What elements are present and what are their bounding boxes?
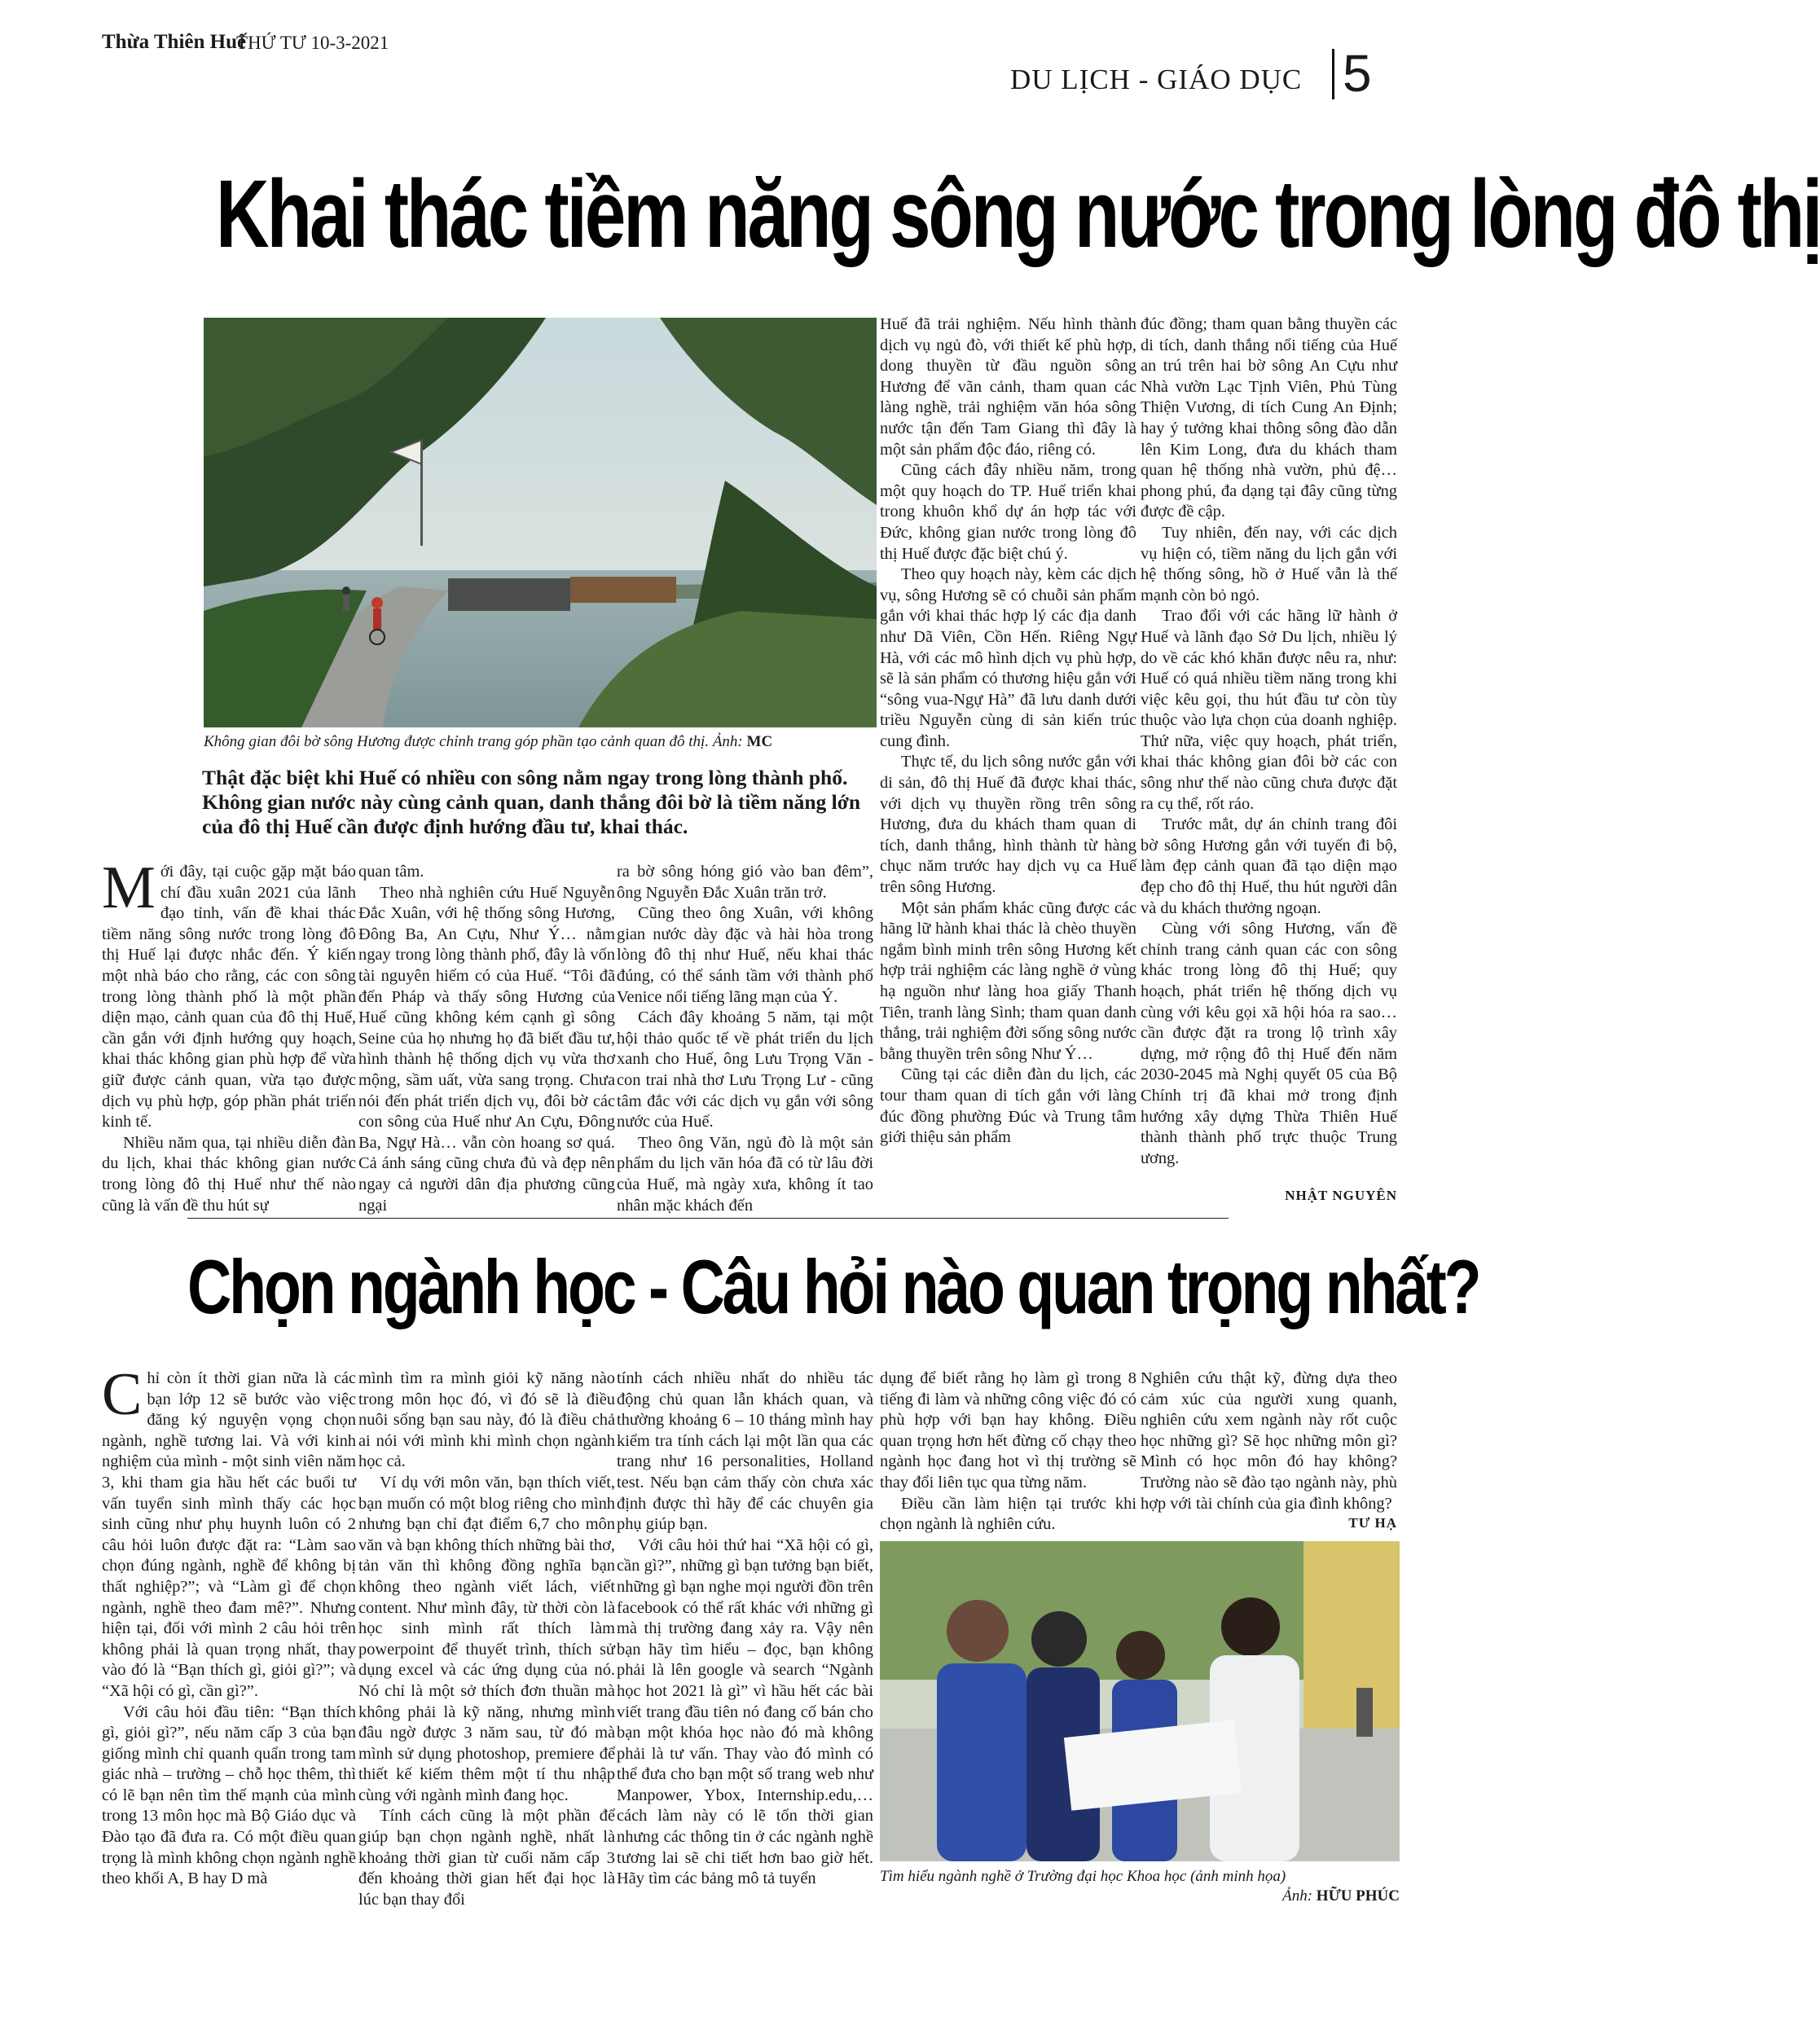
article2-column-1: Chỉ còn ít thời gian nữa là các bạn lớp 12 sẽ bước vào việc đăng ký nguyện vọng chọn ngành, nghề tương lai. Và với kinh nghiệm của mình - một sinh viên năm 3, khi tham gia hầu hết các buổi tư vấn tuyển sinh mình thấy các học sinh cũng như phụ huynh luôn có 2 câu hỏi luôn được đặt ra: “Làm sao chọn đúng ngành, nghề để không bị thất nghiệp?”; và “Làm gì để chọn ngành, nghề theo đam mê?”. Nhưng hiện tại, đối với mình 2 câu hỏi trên không phải là quan trọng nhất, thay vào đó là “Bạn thích gì, giỏi gì?”; và “Xã hội có gì, cần gì?”. Với câu hỏi đầu tiên: “Bạn thích gì, giỏi gì?”, nếu năm cấp 3 của bạn giống mình chỉ quanh quẩn trong tam giác nhà – trường – chỗ học thêm, thì có lẽ bạn nên tìm thế mạnh của mình trong 13 môn học mà Bộ Giáo dục và Đào tạo đã đưa ra. Có một điều quan trọng là mình không chọn ngành nghề theo khối A, B hay D mà	[102, 1361, 356, 1888]
article1-lead: Thật đặc biệt khi Huế có nhiều con sông nằm ngay trong lòng thành phố. Không gian nước này cùng cảnh quan, danh thắng đôi bờ là tiềm năng lớn của đô thị Huế cần được định hướng đầu tư, khai thác.	[202, 766, 861, 838]
article1-photo-caption: Không gian đôi bờ sông Hương được chỉnh trang góp phần tạo cảnh quan đô thị. Ảnh: MC	[204, 733, 773, 750]
article1-column-1: Mới đây, tại cuộc gặp mặt báo chí đầu xuân 2021 của lãnh đạo tỉnh, vấn đề khai thác tiềm năng sông nước trong lòng đô thị Huế lại được nhắc đến. Ý kiến một nhà báo cho rằng, các con sông trong lòng thành phố là một phần diện mạo, cảnh quan của đô thị Huế, cần gắn với định hướng quy hoạch, khai thác không gian phù hợp để vừa giữ được cảnh quan, vừa tạo được dịch vụ phù hợp, góp phần phát triển kinh tế. Nhiều năm qua, tại nhiều diễn đàn du lịch, khai thác không gian nước trong lòng đô thị Huế như thế nào cũng là vấn đề thu hút sự	[102, 855, 356, 1215]
article2-photo	[880, 1541, 1400, 1861]
article-separator	[187, 1218, 1229, 1219]
article2-column-3: tính cách nhiều nhất do nhiều tác động chủ quan lẫn khách quan, và thường khoảng 6 – 10 tháng mình hay kiểm tra tính cách lại một lần qua các trang như 16 personalities, Holland test. Nếu bạn cảm thấy còn chưa xác định được thì hãy để các chuyên gia phụ giúp bạn. Với câu hỏi thứ hai “Xã hội có gì, cần gì?”, những gì bạn tưởng bạn biết, những gì bạn nghe mọi người đồn trên facebook có thể rất khác với những gì mà thị trường đang xảy ra. Vậy nên bạn hãy tìm hiểu – đọc, bạn không phải là lên google và search “Ngành học hot 2021 là gì” vì hầu hết các bài viết trang đầu tiên nó đang cố bán cho bạn một khóa học nào đó mà không phải là tư vấn. Thay vào đó mình có thể đưa cho bạn một số trang web như Manpower, Ybox, Internship.edu,… cách làm này có lẽ tốn thời gian nhưng các thông tin ở các ngành nghề tương lai sẽ chi tiết hơn bao giờ hết. Hãy tìm các bảng mô tả tuyển	[617, 1369, 873, 1888]
article2-photo-caption: Tìm hiểu ngành nghề ở Trường đại học Khoa học (ảnh minh họa)	[880, 1868, 1286, 1885]
article1-byline: NHẬT NGUYÊN	[1285, 1188, 1397, 1203]
newspaper-name: Thừa Thiên Huế	[102, 31, 247, 53]
article2-column-5: Nghiên cứu thật kỹ, đừng dựa theo cảm xúc của người xung quanh, nghiên cứu xem ngành này rốt cuộc học những gì? Sẽ học những môn gì? Mình có học môn đó hay không? Trường nào sẽ đào tạo ngành này, phù hợp với tài chính của gia đình không?	[1141, 1369, 1397, 1513]
article2-photo-credit: Ảnh: HỮU PHÚC	[1282, 1887, 1400, 1905]
students-photo-illustration	[880, 1541, 1400, 1861]
article1-column-3: ra bờ sông hóng gió vào ban đêm”, ông Nguyễn Đắc Xuân trăn trở. Cũng theo ông Xuân, với không gian nước dày đặc và hài hòa trong lòng đô thị như Huế, nếu khai thác đúng, có thể sánh tầm với thành phố Venice nổi tiếng lãng mạn của Ý. Cách đây khoảng 5 năm, tại một hội thảo quốc tế về phát triển du lịch xanh cho Huế, ông Lưu Trọng Văn - con trai nhà thơ Lưu Trọng Lư - cũng tâm đắc với các dịch vụ gắn với sông nước của Huế. Theo ông Văn, ngủ đò là một sản phẩm du lịch văn hóa đã có từ lâu đời của Huế, mà ngày xưa, không ít tao nhân mặc khách đến	[617, 863, 873, 1215]
header-divider	[1332, 49, 1334, 99]
issue-date: THỨ TƯ 10-3-2021	[236, 33, 389, 53]
dropcap: C	[102, 1361, 143, 1428]
article2-headline: Chọn ngành học - Câu hỏi nào quan trọng nhất?	[187, 1244, 1479, 1329]
article1-column-5: đúc đồng; tham quan bằng thuyền các di tích, danh thắng nổi tiếng của Huế an trú trên hai bờ sông An Cựu như Nhà vườn Lạc Tịnh Viên, Phủ Tùng Thiện Vương, di tích Cung An Định; hay ý tưởng khai thông sông đào dẫn lên Kim Long, đưa du khách tham quan hệ thống nhà vườn, phủ đệ…phong phú, đa dạng tại đây cũng từng được đề cập. Tuy nhiên, đến nay, với các dịch vụ hiện có, tiềm năng du lịch gắn với hệ thống sông, hồ ở Huế vẫn là thế mạnh còn bỏ ngỏ. Trao đổi với các hãng lữ hành ở Huế và lãnh đạo Sở Du lịch, nhiều lý do về các khó khăn được nêu ra, như: Huế có quá nhiều tiềm năng trong khi việc kêu gọi, thu hút đầu tư còn tùy thuộc vào lựa chọn của doanh nghiệp. Thứ nữa, việc quy hoạch, phát triển, khai thác không gian đôi bờ các con sông như thế nào cũng chưa được đặt ra cụ thể, rốt ráo. Trước mắt, dự án chỉnh trang đôi bờ sông Hương gắn với tuyến đi bộ, làm đẹp cảnh quan đã tạo diện mạo đẹp cho đô thị Huế, thu hút người dân và du khách thưởng ngoạn. Cùng với sông Hương, vấn đề chỉnh trang cảnh quan các con sông khác trong lòng đô thị Huế; quy hoạch, phát triển hệ thống dịch vụ cùng với kêu gọi xã hội hóa ra sao… cần được đặt ra trong lộ trình xây dựng, mở rộng đô thị Huế đến năm 2030-2045 mà Nghị quyết 05 của Bộ Chính trị đã khai mở trong định hướng xây dựng Thừa Thiên Huế thành thành phố trực thuộc Trung ương.	[1141, 315, 1397, 1167]
article1-column-2: quan tâm. Theo nhà nghiên cứu Huế Nguyễn Đắc Xuân, với hệ thống sông Hương, Đông Ba, An Cựu, Như Ý… nằm ngay trong lòng thành phố, đây là vốn tài nguyên hiếm có của Huế. “Tôi đã đến Pháp và thấy sông Hương của Huế cũng không kém cạnh gì sông Seine của họ nhưng họ đã biết đầu tư, hình thành hệ thống dịch vụ vừa thơ mộng, sầm uất, vừa sang trọng. Chưa nói đến phát triển dịch vụ, đôi bờ các con sông của Huế như An Cựu, Đông Ba, Ngự Hà… vẫn còn hoang sơ quá. Cả ánh sáng cũng chưa đủ và đẹp nên ngay cả người dân địa phương cũng ngại	[358, 863, 615, 1215]
page-number: 5	[1343, 44, 1372, 103]
article2-column-4: dụng để biết rằng họ làm gì trong 8 tiếng đi làm và những công việc đó có phù hợp với bạn hay không. Điều quan trọng hơn hết đừng cố chạy theo ngành học đang hot vì thị trường sẽ thay đổi liên tục qua từng năm. Điều cần làm hiện tại trước khi chọn ngành là nghiên cứu.	[880, 1369, 1136, 1534]
article1-photo	[204, 318, 877, 727]
article2-column-2: mình tìm ra mình giỏi kỹ năng nào trong môn học đó, vì đó sẽ là điều nuôi sống bạn sau này, đó là điều chả ai nói với mình khi mình chọn ngành học cả. Ví dụ với môn văn, bạn thích viết, bạn muốn có một blog riêng cho mình nhưng bạn chỉ đạt điểm 6,7 cho môn văn và bạn không thích những bài thơ, tản văn thì không đồng nghĩa bạn không theo ngành viết lách, viết content. Như mình đây, từ thời còn là học sinh mình rất thích làm powerpoint để thuyết trình, thích sử dụng excel và các ứng dụng của nó. Nó chỉ là một sở thích đơn thuần mà không phải là kỹ năng, nhưng mình đâu ngờ được 3 năm sau, từ đó mà mình sử dụng photoshop, premiere để thiết kế kiếm thêm một tí thu nhập cùng với ngành mình đang học. Tính cách cũng là một phần để giúp bạn chọn ngành nghề, nhất là khoảng thời gian từ cuối năm cấp 3 đến khoảng thời gian hết đại học là lúc bạn thay đổi	[358, 1369, 615, 1909]
article2-byline: TƯ HẠ	[1348, 1515, 1397, 1531]
article1-headline: Khai thác tiềm năng sông nước trong lòng đô thị	[216, 160, 1820, 268]
dropcap: M	[102, 855, 156, 921]
river-path-photo-illustration	[204, 318, 877, 727]
section-title: DU LỊCH - GIÁO DỤC	[1010, 64, 1303, 95]
article1-column-4: Huế đã trải nghiệm. Nếu hình thành dịch vụ ngủ đò, với thiết kế phù hợp, dong thuyền từ đầu nguồn sông Hương để vãn cảnh, tham quan các làng nghề, trải nghiệm văn hóa sông nước tận đến Tam Giang thì đây là một sản phẩm độc đáo, riêng có. Cũng cách đây nhiều năm, trong một quy hoạch do TP. Huế triển khai trong khuôn khổ dự án hợp tác với Đức, không gian nước trong lòng đô thị Huế được đặc biệt chú ý. Theo quy hoạch này, kèm các dịch vụ, sông Hương sẽ có chuỗi sản phẩm gắn với khai thác hợp lý các địa danh như Dã Viên, Cồn Hến. Riêng Ngự Hà, với các mô hình dịch vụ phù hợp, sẽ là sản phẩm có thương hiệu gắn với “sông vua-Ngự Hà” đã lưu danh dưới triều Nguyễn cùng di sản kiến trúc cung đình. Thực tế, du lịch sông nước gắn với di sản, đô thị Huế đã được khai thác, với dịch vụ thuyền rồng trên sông Hương, đưa du khách tham quan di tích, danh thắng, hình thành từ hàng chục năm trước hay dịch vụ ca Huế trên sông Hương. Một sản phẩm khác cũng được các hãng lữ hành khai thác là chèo thuyền ngắm bình minh trên sông Hương kết hợp trải nghiệm các làng nghề ở vùng hạ nguồn như làng hoa giấy Thanh Tiên, tranh làng Sình; tham quan danh thắng, trải nghiệm đời sống sông nước bằng thuyền trên sông Như Ý… Cũng tại các diễn đàn du lịch, các tour tham quan di tích gắn với làng đúc đồng phường Đúc và Trung tâm giới thiệu sản phẩm	[880, 315, 1136, 1147]
